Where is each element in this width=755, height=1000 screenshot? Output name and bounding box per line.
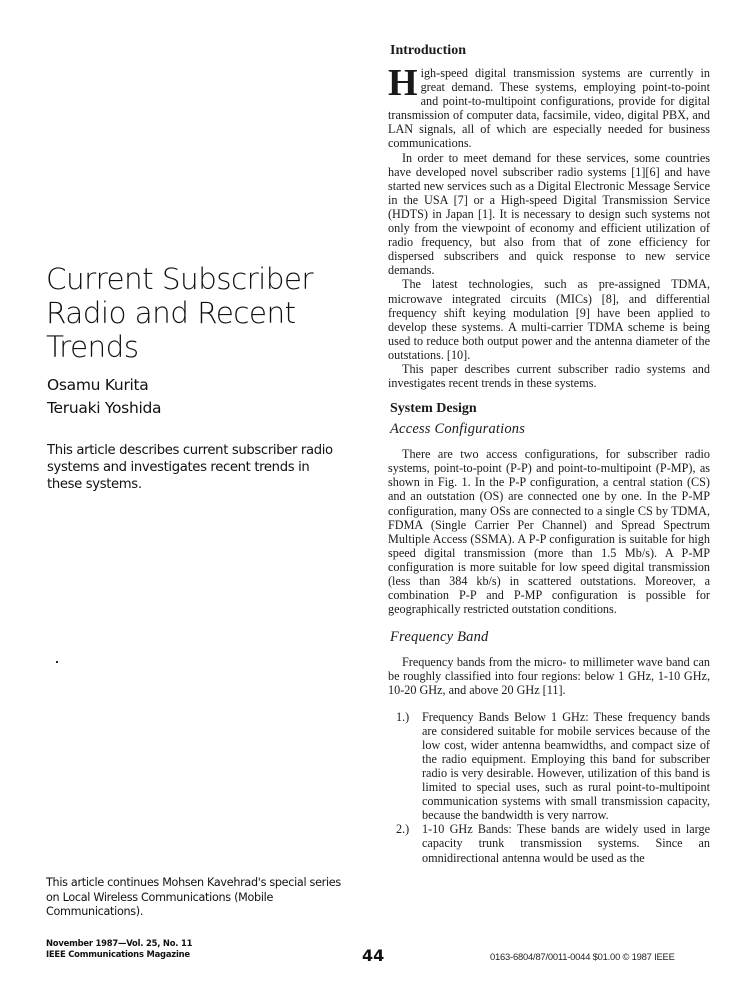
paragraph: Frequency bands from the micro- to millimeter wave band can be roughly classified into four regions: below 1 GHz, 1-10 GHz, 10-20 GHz, and above 20 GHz [11]. — [388, 655, 710, 698]
author-list — [47, 374, 161, 420]
frequency-band-list — [388, 710, 710, 865]
article-abstract: This article describes current subscriber radio systems and investigates recent trends in these systems. — [47, 443, 333, 492]
subsection-heading: Access Configurations — [390, 421, 526, 438]
list-number: 1.) — [396, 709, 410, 724]
author-name: Osamu Kurita — [47, 376, 149, 394]
system-design-section — [388, 400, 710, 864]
issue-date: November 1987—Vol. 25, No. 11 — [46, 938, 193, 948]
list-item — [388, 710, 710, 823]
body-column — [388, 42, 710, 865]
paragraph: The latest technologies, such as pre-assigned TDMA, microwave integrated circuits (MICs) [8], and differential frequency shift keying modulation [9] have been applied to develop these systems. A multi-carrier TDMA scheme is being used to reduce both output power and the antenna diameter of the outstations. [10]. — [388, 277, 710, 362]
article-title: Current Subscriber Radio and Recent Trends — [46, 262, 313, 364]
footer-issue-info — [46, 938, 192, 960]
list-item — [388, 822, 710, 864]
page-number: 44 — [362, 946, 385, 965]
author-name: Teruaki Yoshida — [47, 399, 162, 417]
scan-speck — [56, 661, 58, 663]
paragraph: This paper describes current subscriber radio systems and investigates recent trends in these systems. — [388, 361, 710, 391]
list-text: Frequency Bands Below 1 GHz: These frequency bands are considered suitable for mobile services because of the low cost, wider antenna beamwidths, and compact size of the radio equipment. Employing this band for subscriber radio is very desirable. However, utilization of this band is limited to special uses, such as rural point-to-multipoint communication systems with small transmission capacity, because the bandwidth is very narrow. — [422, 709, 710, 823]
series-note: This article continues Mohsen Kavehrad's special series on Local Wireless Communications (Mobile Communications). — [46, 876, 341, 918]
introduction-section — [388, 42, 710, 390]
copyright-line: 0163-6804/87/0011-0044 $01.00 © 1987 IEEE — [490, 951, 675, 962]
paragraph: There are two access configurations, for subscriber radio systems, point-to-point (P-P) and point-to-multipoint (P-MP), as shown in Fig. 1. In the P-P configuration, a central station (CS) and an outstation (OS) are connected one by one. In the P-MP configuration, many OSs are connected to a single CS by TDMA, FDMA (Single Carrier Per Channel) and Spread Spectrum Multiple Access (SSMA). A P-P configuration is suitable for high speed digital transmission (more than 1.5 Mb/s). A P-MP configuration is more suitable for low speed digital transmission (less than 384 kb/s) in scattered outstations. Moreover, a combination P-P and P-MP configuration is possible for geographically restricted outstation conditions. — [388, 447, 710, 617]
paragraph: High-speed digital transmission systems are currently in great demand. These systems, employing point-to-point and point-to-multipoint configurations, provide for digital transmission of computer data, facsimile, video, digital PBX, and LAN signals, all of which are especially needed for business communications. — [388, 62, 710, 151]
section-heading: Introduction — [390, 43, 466, 58]
section-heading: System Design — [390, 401, 477, 417]
subsection-heading: Frequency Band — [390, 629, 489, 646]
drop-cap: H — [388, 62, 418, 104]
journal-name: IEEE Communications Magazine — [46, 949, 190, 959]
list-text: 1-10 GHz Bands: These bands are widely used in large capacity trunk transmission systems. Since an omnidirectional antenna would be used as the — [422, 822, 710, 865]
list-number: 2.) — [396, 822, 410, 837]
paragraph: In order to meet demand for these services, some countries have developed novel subscriber radio systems [1][6] and have started new services such as a Digital Electronic Message Service in the USA [7] or a High-speed Digital Transmission Service (HDTS) in Japan [1]. It is necessary to design such systems not only from the viewpoint of economy and efficient utilization of radio frequency, but also from that of zone efficiency for dispersed subscribers and quick response to new service demands. — [388, 150, 710, 278]
